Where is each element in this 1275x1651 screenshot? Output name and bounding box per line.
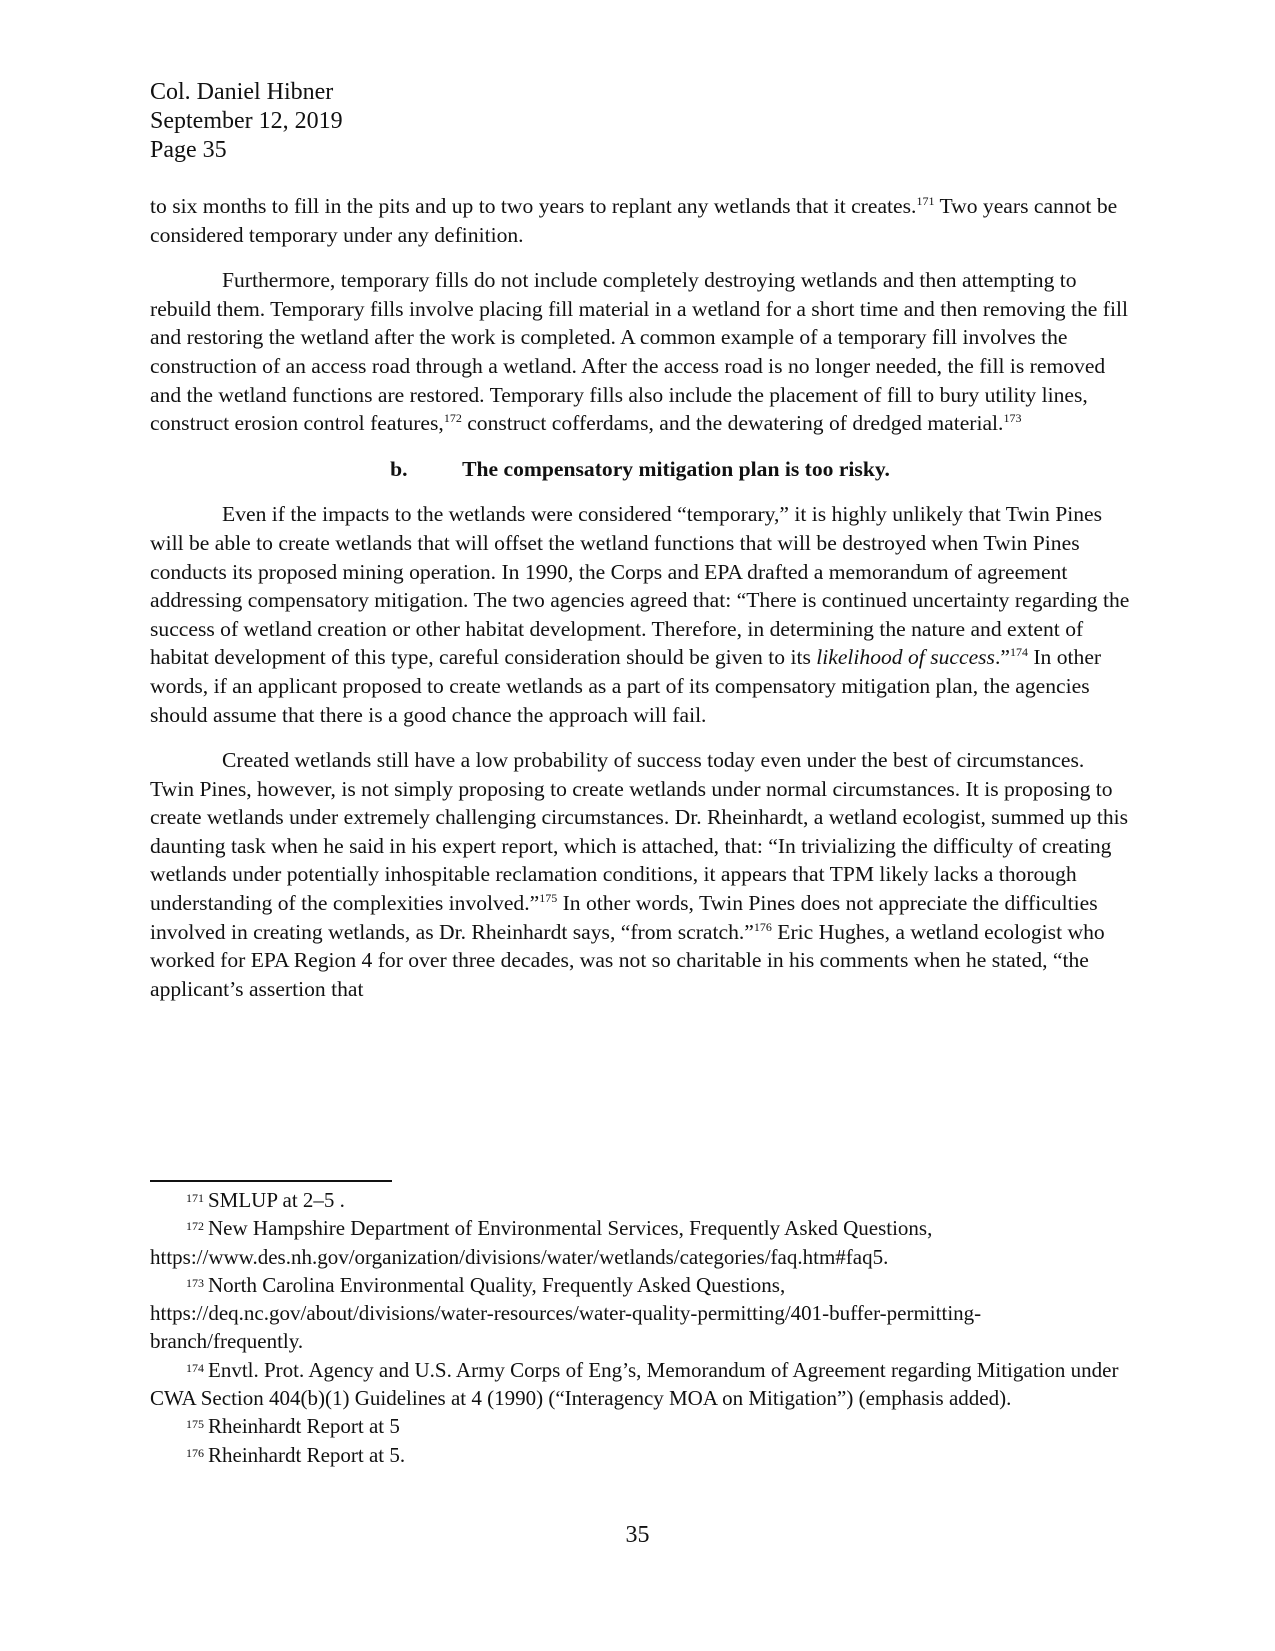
paragraph-2-text-b: construct cofferdams, and the dewatering of dredged material. [461, 411, 1004, 436]
footnote-text: SMLUP at 2–5 . [208, 1188, 345, 1212]
paragraph-1-text-b: Two years cannot be considered temporary under any definition. [150, 194, 1118, 247]
paragraph-3-text-b: .” [994, 645, 1010, 670]
footnote-ref-176: 176 [753, 919, 772, 934]
paragraph-4-text-b: In other words, Twin Pines does not appreciate the difficulties involved in creating wetlands, as Dr. Rheinhardt says, “from scratch.” [150, 891, 1098, 944]
footnote-text: Envtl. Prot. Agency and U.S. Army Corps of Eng’s, Memorandum of Agreement regarding Mitigation under CWA Section 404(b)(1) Guidelines at 4 (1990) (“Interagency MOA on Mitigation”) (emphasis added). [150, 1357, 1119, 1411]
footnote-173 [150, 1271, 1130, 1356]
paragraph-4 [150, 746, 1130, 1003]
footnote-divider [150, 1180, 392, 1182]
footnote-171 [150, 1186, 1130, 1214]
paragraph-3-emphasis: likelihood of success [816, 645, 995, 670]
footnote-number: 174 [186, 1360, 204, 1375]
footnote-text: Rheinhardt Report at 5. [208, 1442, 406, 1467]
footnote-ref-174: 174 [1009, 645, 1028, 660]
paragraph-4-text-a: Created wetlands still have a low probability of success today even under the best of circumstances. Twin Pines, however, is not simply proposing to create wetlands under normal circumstances. It is proposing to create wetlands under extremely challenging circumstances. Dr. Rheinhardt, a wetland ecologist, summed up this daunting task when he said in his expert report, which is attached, that: “In trivializing the difficulty of creating wetlands under potentially inhospitable reclamation conditions, it appears that TPM likely lacks a thorough understanding of the complexities involved.” [150, 748, 1129, 916]
section-heading-letter: b. [390, 456, 408, 481]
header-date: September 12, 2019 [150, 108, 343, 134]
paragraph-3 [150, 500, 1130, 729]
paragraph-2-text-a: Furthermore, temporary fills do not include completely destroying wetlands and then attempting to rebuild them. Temporary fills involve placing fill material in a wetland for a short time and then removing the fill and restoring the wetland after the work is completed. A common example of a temporary fill involves the construction of an access road through a wetland. After the access road is no longer needed, the fill is removed and the wetland functions are restored. Temporary fills also include the placement of fill to bury utility lines, construct erosion control features, [150, 268, 1128, 436]
page-number: 35 [625, 1522, 650, 1548]
document-page [150, 78, 1130, 1003]
paragraph-3-text-c: In other words, if an applicant proposed to create wetlands as a part of its compensatory mitigation plan, the agencies should assume that there is a good chance the approach will fail. [150, 645, 1102, 727]
paragraph-1-text-a: to six months to fill in the pits and up to two years to replant any wetlands that it creates. [150, 194, 917, 218]
footnote-ref-173: 173 [1003, 411, 1022, 426]
footnote-172 [150, 1214, 1130, 1271]
footnote-number: 173 [186, 1275, 204, 1290]
paragraph-3-text-a: Even if the impacts to the wetlands were considered “temporary,” it is highly unlikely that Twin Pines will be able to create wetlands that will offset the wetland functions that will be destroyed when Twin Pines conducts its proposed mining operation. In 1990, the Corps and EPA drafted a memorandum of agreement addressing compensatory mitigation. The two agencies agreed that: “There is continued uncertainty regarding the success of wetland creation or other habitat development. Therefore, in determining the nature and extent of habitat development of this type, careful consideration should be given to its [150, 502, 1130, 670]
letter-header [150, 78, 1130, 165]
footnotes [150, 1186, 1130, 1469]
footnote-number: 172 [186, 1219, 204, 1234]
paragraph-1 [150, 192, 1130, 249]
footnote-174 [150, 1356, 1130, 1413]
footnote-176 [150, 1441, 1130, 1469]
footnote-text: North Carolina Environmental Quality, Frequently Asked Questions, https://deq.nc.gov/about/divisions/water-resources/water-quality-permitting/401-buffer-permitting-branch/frequently. [150, 1272, 982, 1354]
header-recipient: Col. Daniel Hibner [150, 79, 334, 105]
header-page-label: Page 35 [150, 137, 227, 163]
footnote-ref-175: 175 [539, 891, 558, 906]
footnote-ref-171: 171 [916, 194, 935, 208]
section-heading-title: The compensatory mitigation plan is too risky. [462, 456, 890, 481]
footnote-number: 171 [186, 1191, 204, 1205]
section-heading [150, 455, 1130, 484]
footnote-number: 175 [186, 1417, 204, 1432]
footnote-175 [150, 1412, 1130, 1440]
footnote-number: 176 [186, 1445, 204, 1460]
paragraph-2 [150, 266, 1130, 438]
footnote-text: Rheinhardt Report at 5 [208, 1414, 400, 1439]
footnote-ref-172: 172 [443, 411, 462, 426]
paragraph-4-text-c: Eric Hughes, a wetland ecologist who worked for EPA Region 4 for over three decades, was not so charitable in his comments when he stated, “the applicant’s assertion that [150, 919, 1105, 1001]
footnote-text: New Hampshire Department of Environmental Services, Frequently Asked Questions, https://www.des.nh.gov/organization/divisions/water/wetlands/categories/faq.htm#faq5. [150, 1216, 933, 1269]
